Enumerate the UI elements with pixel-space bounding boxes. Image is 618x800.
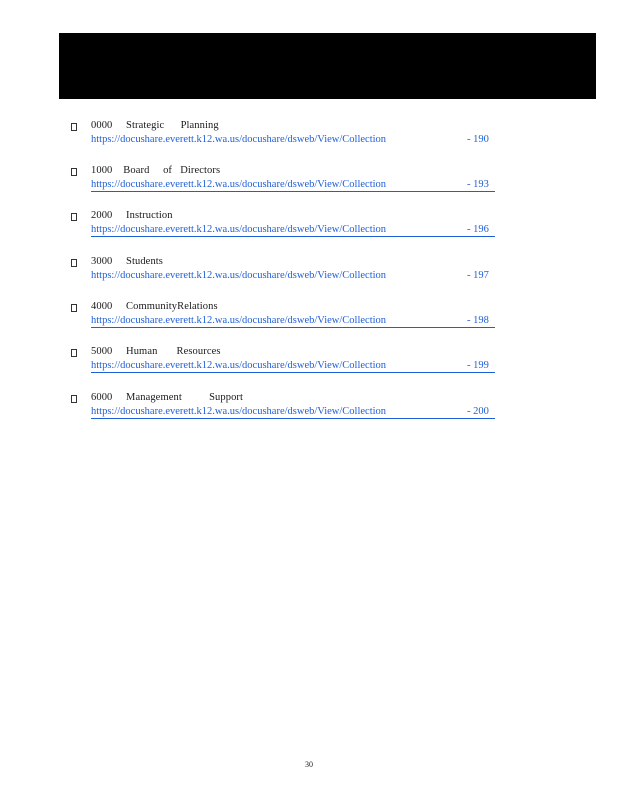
link-underline — [91, 236, 495, 237]
toc-item-5000 — [0, 345, 618, 379]
item-link-row[interactable] — [91, 133, 495, 147]
page-number: 30 — [305, 760, 313, 769]
item-page-number: - 190 — [467, 134, 489, 145]
toc-item-2000 — [0, 209, 618, 243]
item-title: 4000 CommunityRelations — [91, 301, 218, 312]
toc-item-4000 — [0, 300, 618, 334]
item-title: 0000 Strategic Planning — [91, 120, 219, 131]
item-link-row[interactable] — [91, 405, 495, 419]
item-link[interactable]: https://docushare.everett.k12.wa.us/docushare/dsweb/View/Collection — [91, 270, 387, 281]
link-underline — [91, 327, 495, 328]
item-link-row[interactable] — [91, 314, 495, 328]
item-link[interactable]: https://docushare.everett.k12.wa.us/docushare/dsweb/View/Collection — [91, 315, 387, 326]
item-link[interactable]: https://docushare.everett.k12.wa.us/docushare/dsweb/View/Collection — [91, 224, 387, 235]
bullet-icon — [71, 395, 77, 403]
item-page-number: - 199 — [467, 360, 489, 371]
item-page-number: - 198 — [467, 315, 489, 326]
item-link-row[interactable] — [91, 269, 495, 283]
item-link[interactable]: https://docushare.everett.k12.wa.us/docushare/dsweb/View/Collection — [91, 134, 387, 145]
item-link[interactable]: https://docushare.everett.k12.wa.us/docushare/dsweb/View/Collection — [91, 360, 387, 371]
item-page-number: - 193 — [467, 179, 489, 190]
item-page-number: - 196 — [467, 224, 489, 235]
bullet-icon — [71, 168, 77, 176]
item-title: 1000 Board of Directors — [91, 165, 221, 176]
item-title: 2000 Instruction — [91, 210, 173, 221]
item-page-number: - 200 — [467, 406, 489, 417]
item-page-number: - 197 — [467, 270, 489, 281]
header-band — [59, 33, 596, 99]
item-title: 6000 Management Support — [91, 392, 244, 403]
bullet-icon — [71, 123, 77, 131]
bullet-icon — [71, 304, 77, 312]
bullet-icon — [71, 259, 77, 267]
toc-item-6000 — [0, 391, 618, 425]
item-link[interactable]: https://docushare.everett.k12.wa.us/docushare/dsweb/View/Collection — [91, 406, 387, 417]
link-underline — [91, 418, 495, 419]
bullet-icon — [71, 349, 77, 357]
toc-item-0000 — [0, 119, 618, 153]
item-title: 3000 Students — [91, 256, 163, 267]
item-link-row[interactable] — [91, 178, 495, 192]
toc-item-1000 — [0, 164, 618, 198]
link-underline — [91, 372, 495, 373]
item-link-row[interactable] — [91, 223, 495, 237]
bullet-icon — [71, 213, 77, 221]
item-title: 5000 Human Resources — [91, 346, 221, 357]
item-link-row[interactable] — [91, 359, 495, 373]
item-link[interactable]: https://docushare.everett.k12.wa.us/docushare/dsweb/View/Collection — [91, 179, 387, 190]
link-underline — [91, 191, 495, 192]
toc-item-3000 — [0, 255, 618, 289]
